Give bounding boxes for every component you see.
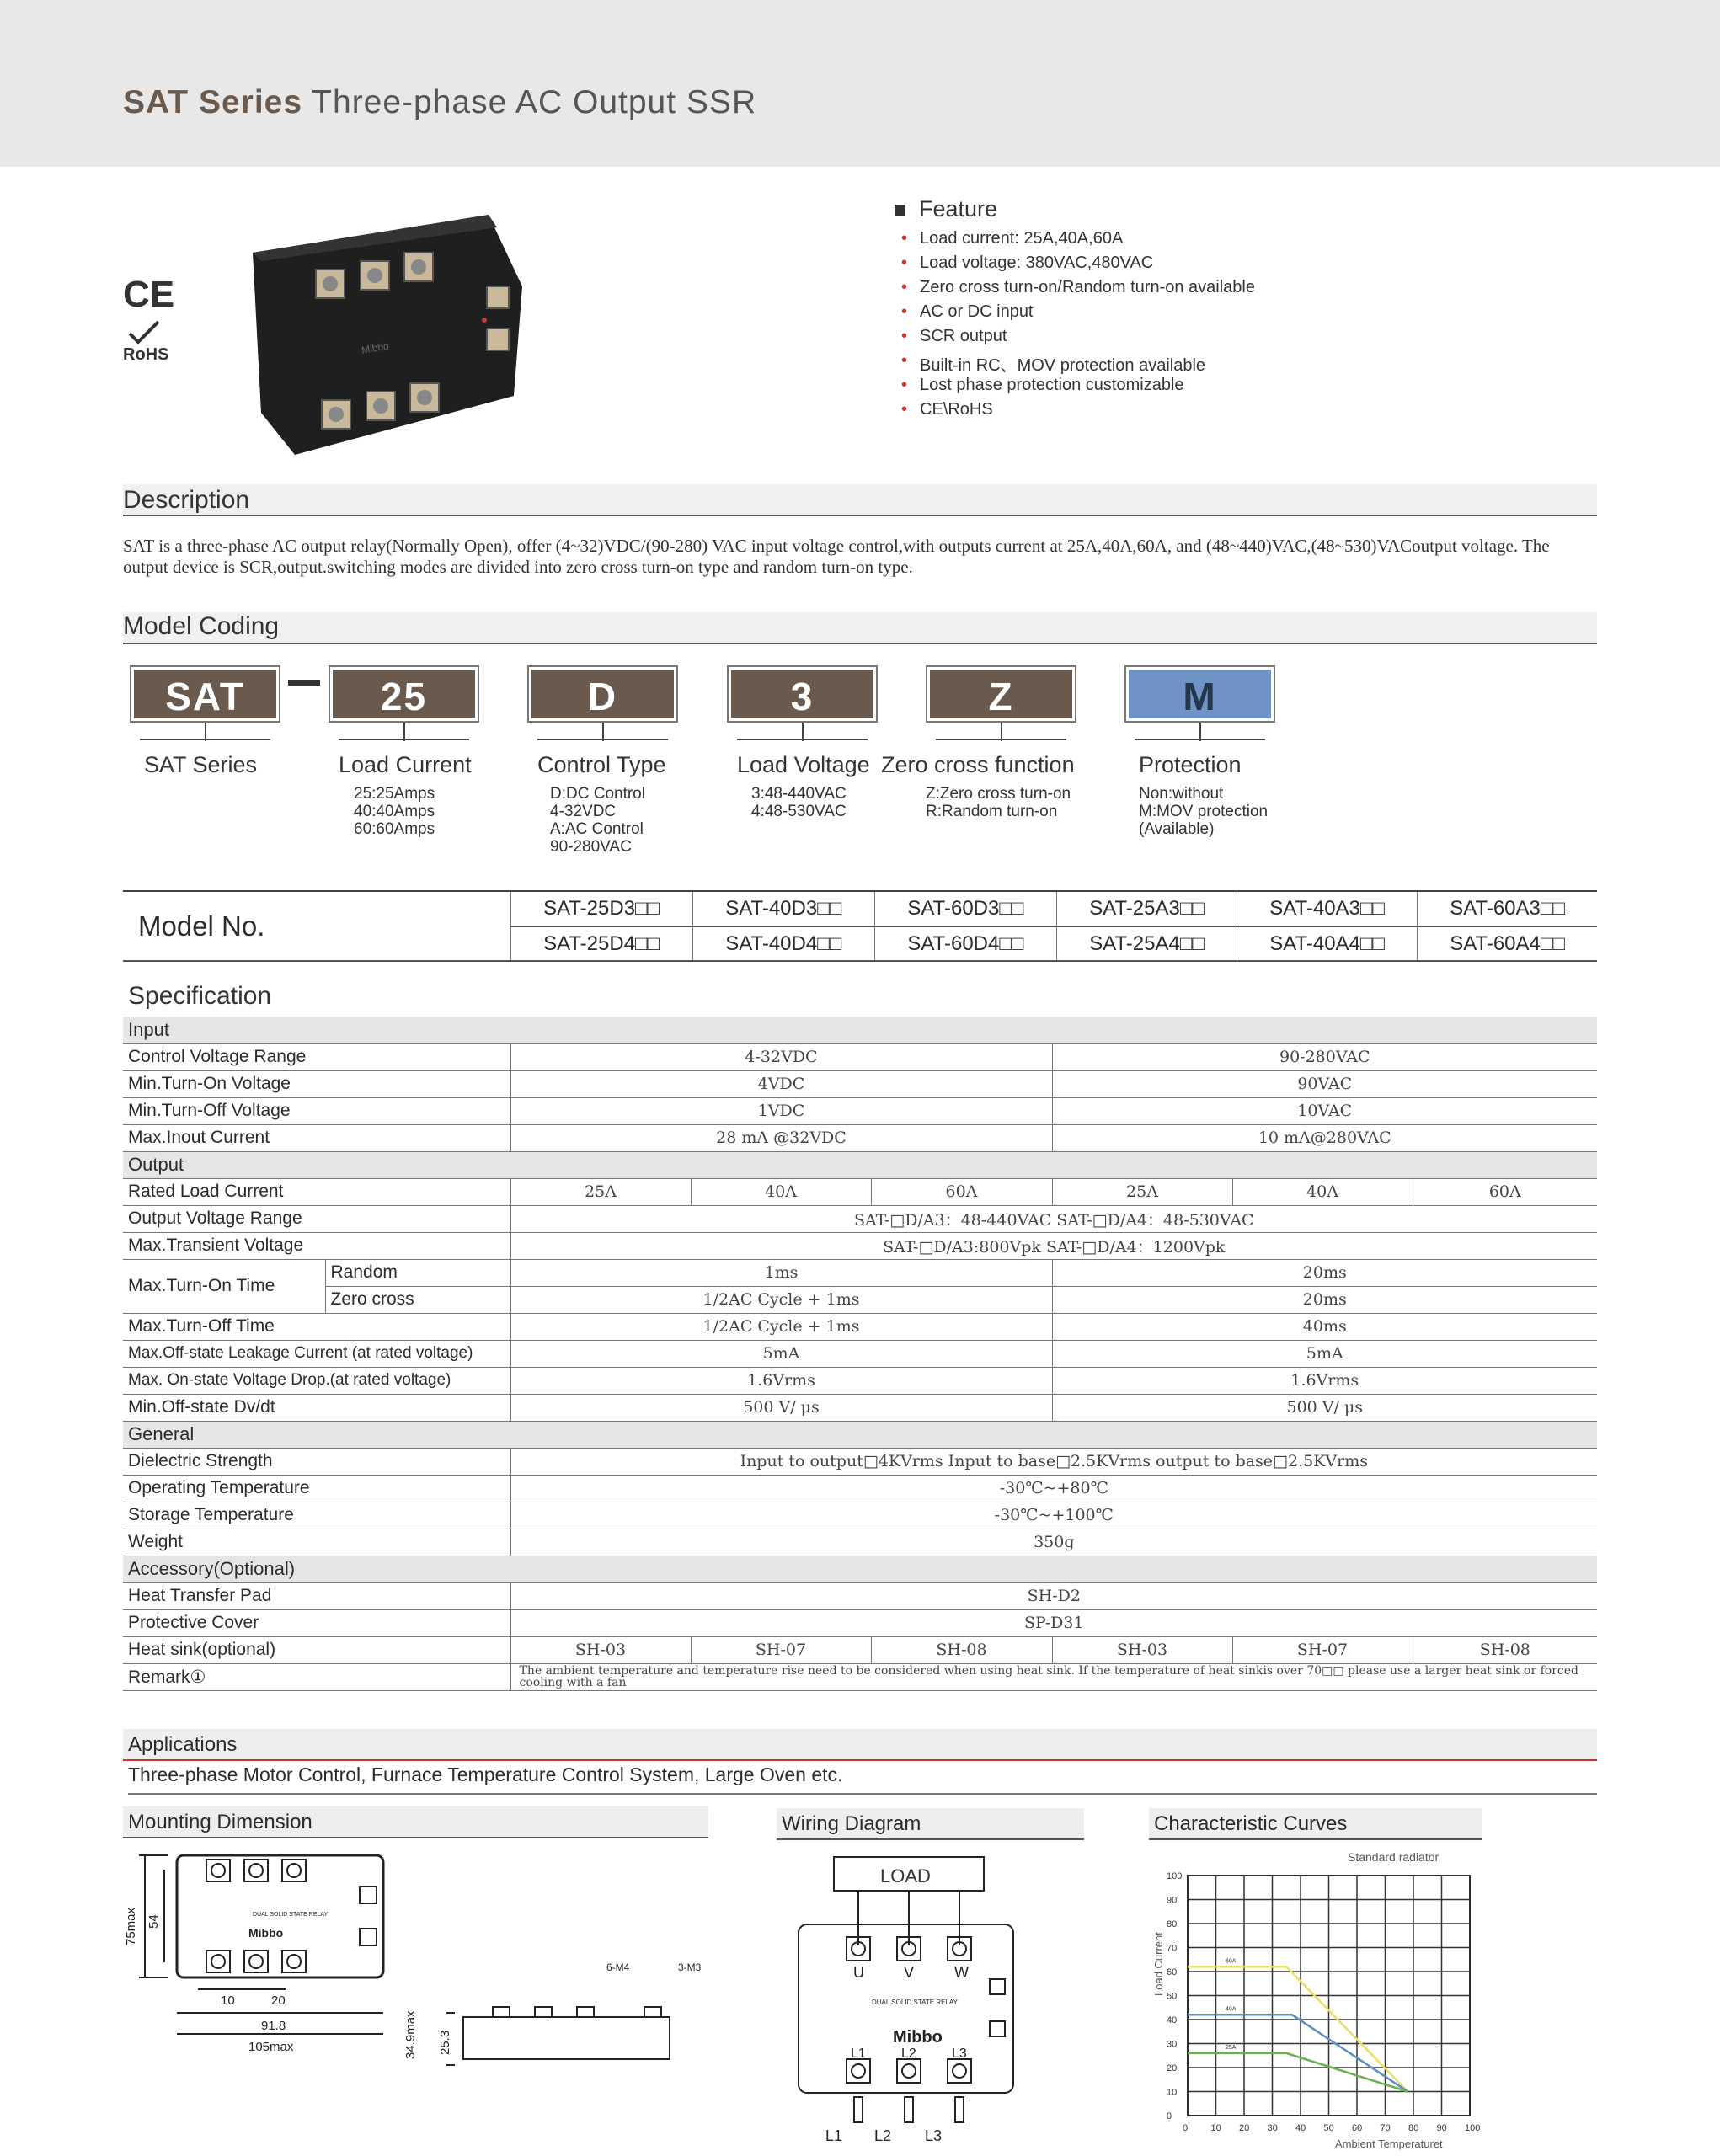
code-option: M:MOV protection [1139, 803, 1269, 820]
model-number-table [123, 892, 1597, 962]
code-option: A:AC Control [550, 820, 644, 838]
group-general: General [123, 1421, 1597, 1448]
code-label: SAT Series [144, 752, 258, 777]
specification-table [123, 1017, 1597, 1691]
spec-label: Output Voltage Range [123, 1205, 510, 1232]
spec-value: SH-D2 [510, 1582, 1597, 1609]
spec-label: Min.Off-state Dv/dt [123, 1394, 510, 1421]
spec-label: Max.Inout Current [123, 1124, 510, 1151]
model-coding-heading: Model Coding [123, 612, 280, 640]
spec-value: 1VDC [510, 1097, 1052, 1124]
x-tick-label: 20 [1239, 2123, 1250, 2133]
code-option: D:DC Control [550, 785, 645, 803]
dim-label: 6-M4 [606, 1961, 630, 1973]
spec-value: 4-32VDC [510, 1043, 1052, 1070]
dim-label: 10 [221, 1993, 235, 2008]
applications-text: Three-phase Motor Control, Furnace Temperature Control System, Large Oven etc. [128, 1764, 1597, 1795]
spec-value: SAT-□D/A3:800Vpk SAT-□D/A4：1200Vpk [510, 1232, 1597, 1259]
y-tick-label: 10 [1167, 2087, 1178, 2098]
wiring-drawing [783, 1844, 1095, 2156]
spec-value: 90-280VAC [1052, 1043, 1597, 1070]
spec-sublabel: Random [325, 1259, 510, 1286]
code-label: Load Voltage [737, 752, 870, 777]
code-tick [802, 723, 804, 741]
spec-value: 25A [510, 1178, 691, 1205]
spec-label: Min.Turn-On Voltage [123, 1070, 510, 1097]
specification-heading: Specification [128, 982, 272, 1010]
spec-label: Control Voltage Range [123, 1043, 510, 1070]
y-tick-label: 70 [1167, 1943, 1178, 1954]
code-option: Non:without [1139, 785, 1224, 803]
header-band [0, 0, 1720, 167]
feature-item: • SCR output [920, 327, 1007, 346]
model-no-label: Model No. [123, 892, 510, 961]
model-cell: SAT-60D3□□ [874, 892, 1056, 926]
code-dash [288, 680, 320, 686]
applications-heading: Applications [123, 1729, 1597, 1761]
description-heading: Description [123, 486, 250, 514]
model-cell: SAT-25D3□□ [510, 892, 692, 926]
phase-u: U [853, 1964, 864, 1981]
spec-value: 4VDC [510, 1070, 1052, 1097]
spec-value: 500 V/ μs [1052, 1394, 1597, 1421]
model-cell: SAT-60A3□□ [1418, 892, 1597, 926]
wiring-heading: Wiring Diagram [777, 1808, 1084, 1840]
code-tick [205, 723, 206, 741]
model-cell: SAT-40A4□□ [1237, 926, 1418, 961]
wiring-brand: Mibbo [893, 2028, 943, 2047]
spec-value: 5mA [510, 1340, 1052, 1367]
spec-label: Protective Cover [123, 1609, 510, 1636]
spec-value: -30℃~+100℃ [510, 1502, 1597, 1529]
spec-value: 500 V/ μs [510, 1394, 1052, 1421]
code-tick [1199, 723, 1201, 741]
model-cell: SAT-25A3□□ [1056, 892, 1237, 926]
spec-label: Max.Transient Voltage [123, 1232, 510, 1259]
spec-value: 1/2AC Cycle + 1ms [510, 1313, 1052, 1340]
spec-value: 5mA [1052, 1340, 1597, 1367]
spec-sublabel: Zero cross [325, 1286, 510, 1313]
model-coding-bar [123, 612, 1597, 644]
phase-l3: L3 [952, 2047, 967, 2061]
x-tick-label: 30 [1267, 2123, 1278, 2133]
spec-value: 60A [1413, 1178, 1597, 1205]
spec-value: 1/2AC Cycle + 1ms [510, 1286, 1052, 1313]
y-tick-label: 50 [1167, 1991, 1178, 2002]
code-box-6: M [1126, 667, 1274, 721]
series-label: 60A [1226, 1958, 1237, 1965]
y-tick-label: 60 [1167, 1967, 1178, 1977]
spec-value: 350g [510, 1529, 1597, 1556]
spec-value: SH-03 [510, 1636, 691, 1663]
x-tick-label: 0 [1183, 2123, 1189, 2133]
characteristic-chart [1146, 1844, 1491, 2156]
phase-l2: L2 [901, 2047, 916, 2061]
feature-item: • Load current: 25A,40A,60A [920, 229, 1123, 248]
description-bar [123, 484, 1597, 516]
spec-label: Max.Turn-Off Time [123, 1313, 510, 1340]
code-option: 4:48-530VAC [751, 803, 847, 820]
dim-label: 54 [147, 1914, 161, 1929]
x-tick-label: 80 [1408, 2123, 1419, 2133]
spec-value: 40A [691, 1178, 871, 1205]
model-cell: SAT-40D3□□ [692, 892, 874, 926]
spec-remark: The ambient temperature and temperature rise need to be considered when using heat sink. If the temperature of heat sinkis over 70□□ please use a larger heat sink or forced cooling with a fan [510, 1663, 1597, 1690]
code-box-1: SAT [131, 667, 279, 721]
rohs-check-icon [123, 320, 165, 345]
dim-label: 25.3 [438, 2030, 452, 2055]
model-cell: SAT-40D4□□ [692, 926, 874, 961]
ce-mark: CE [123, 274, 175, 315]
dim-label: 20 [271, 1993, 286, 2008]
spec-label: Heat sink(optional) [123, 1636, 510, 1663]
y-tick-label: 20 [1167, 2063, 1178, 2073]
spec-label: Rated Load Current [123, 1178, 510, 1205]
spec-value: -30℃~+80℃ [510, 1475, 1597, 1502]
x-tick-label: 10 [1210, 2123, 1221, 2133]
mount-brand: Mibbo [248, 1926, 284, 1940]
code-box-2: 25 [330, 667, 478, 721]
x-axis-label: Ambient Temperaturet [1335, 2137, 1443, 2150]
wiring-relay-text: DUAL SOLID STATE RELAY [872, 1999, 958, 2006]
group-accessory: Accessory(Optional) [123, 1556, 1597, 1582]
spec-value: 1ms [510, 1259, 1052, 1286]
series-label: 40A [1226, 2006, 1237, 2013]
spec-value: SP-D31 [510, 1609, 1597, 1636]
chart-subtitle: Standard radiator [1348, 1850, 1440, 1864]
spec-value: SH-03 [1052, 1636, 1232, 1663]
phase-v: V [904, 1964, 915, 1981]
spec-label: Dielectric Strength [123, 1448, 510, 1475]
y-axis-label: Load Current [1152, 1932, 1165, 1996]
code-option: 4-32VDC [550, 803, 617, 820]
y-tick-label: 80 [1167, 1919, 1178, 1929]
code-label: Zero cross function [881, 752, 1075, 777]
line-l1: L1 [825, 2127, 843, 2144]
line-l3: L3 [925, 2127, 943, 2144]
feature-item: • CE\RoHS [920, 400, 993, 419]
code-option: R:Random turn-on [926, 803, 1058, 820]
spec-value: 40A [1232, 1178, 1413, 1205]
dim-label: 105max [248, 2040, 294, 2054]
spec-value: SH-08 [1413, 1636, 1597, 1663]
feature-heading: Feature [895, 196, 997, 222]
spec-label: Operating Temperature [123, 1475, 510, 1502]
y-tick-label: 100 [1167, 1871, 1183, 1881]
product-photo [244, 211, 531, 459]
dim-label: 34.9max [403, 2010, 418, 2059]
model-cell: SAT-60D4□□ [874, 926, 1056, 961]
code-label: Protection [1139, 752, 1242, 777]
spec-value: SH-07 [1232, 1636, 1413, 1663]
spec-label: Heat Transfer Pad [123, 1582, 510, 1609]
spec-value: 60A [871, 1178, 1052, 1205]
spec-label: Storage Temperature [123, 1502, 510, 1529]
spec-label: Remark① [123, 1663, 510, 1690]
spec-value: 10VAC [1052, 1097, 1597, 1124]
group-input: Input [123, 1017, 1597, 1043]
model-cell: SAT-25A4□□ [1056, 926, 1237, 961]
y-tick-label: 0 [1167, 2111, 1172, 2121]
spec-value: 1.6Vrms [1052, 1367, 1597, 1394]
code-box-4: 3 [729, 667, 876, 721]
dim-label: 3-M3 [678, 1961, 702, 1973]
rohs-mark: RoHS [123, 345, 169, 364]
spec-value: 20ms [1052, 1259, 1597, 1286]
feature-item: • Zero cross turn-on/Random turn-on available [920, 278, 1255, 297]
model-cell: SAT-40A3□□ [1237, 892, 1418, 926]
line-l2: L2 [874, 2127, 892, 2144]
mounting-heading: Mounting Dimension [123, 1806, 708, 1838]
spec-value: SAT-□D/A3：48-440VAC SAT-□D/A4：48-530VAC [510, 1205, 1597, 1232]
feature-item: • Built-in RC、MOV protection available [920, 351, 1205, 376]
series-label: 25A [1226, 2044, 1237, 2051]
spec-value: 25A [1052, 1178, 1232, 1205]
code-box-5: Z [927, 667, 1075, 721]
feature-item: • AC or DC input [920, 302, 1034, 322]
y-tick-label: 30 [1167, 2039, 1178, 2050]
code-label: Load Current [339, 752, 472, 777]
x-tick-label: 50 [1323, 2123, 1334, 2133]
code-tick [403, 723, 405, 741]
model-cell: SAT-25D4□□ [510, 926, 692, 961]
x-tick-label: 90 [1436, 2123, 1447, 2133]
x-tick-label: 60 [1352, 2123, 1363, 2133]
model-cell: SAT-60A4□□ [1418, 926, 1597, 961]
spec-label: Max.Turn-On Time [123, 1259, 325, 1313]
description-text: SAT is a three-phase AC output relay(Normally Open), offer (4~32)VDC/(90-280) VAC input voltage control,with outputs current at 25A,40A,60A, and (48~440)VAC,(48~530)VACoutput voltage. The output device is SCR,output.switching modes are divided into zero cross turn-on type and random turn-on type. [123, 536, 1550, 577]
code-option: (Available) [1139, 820, 1215, 838]
feature-item: • Lost phase protection customizable [920, 376, 1184, 395]
code-option: 60:60Amps [354, 820, 435, 838]
dim-label: 75max [124, 1907, 138, 1945]
feature-item: • Load voltage: 380VAC,480VAC [920, 253, 1153, 273]
code-tick [602, 723, 604, 741]
mount-relay-text: DUAL SOLID STATE RELAY [253, 1912, 329, 1918]
phase-l1: L1 [851, 2047, 866, 2061]
spec-value: 1.6Vrms [510, 1367, 1052, 1394]
code-option: 3:48-440VAC [751, 785, 847, 803]
spec-value: 40ms [1052, 1313, 1597, 1340]
group-output: Output [123, 1151, 1597, 1178]
code-option: Z:Zero cross turn-on [926, 785, 1071, 803]
phase-w: W [954, 1964, 969, 1981]
code-tick [1001, 723, 1002, 741]
spec-value: SH-08 [871, 1636, 1052, 1663]
spec-value: 90VAC [1052, 1070, 1597, 1097]
y-tick-label: 40 [1167, 2015, 1178, 2025]
x-tick-label: 70 [1380, 2123, 1391, 2133]
code-option: 40:40Amps [354, 803, 435, 820]
spec-value: 28 mA @32VDC [510, 1124, 1052, 1151]
code-option: 90-280VAC [550, 838, 632, 856]
spec-label: Max.Off-state Leakage Current (at rated voltage) [123, 1340, 510, 1367]
x-tick-label: 40 [1295, 2123, 1306, 2133]
code-option: 25:25Amps [354, 785, 435, 803]
chart-heading: Characteristic Curves [1149, 1808, 1482, 1840]
mounting-drawing [118, 1844, 708, 2072]
code-label: Control Type [537, 752, 666, 777]
y-tick-label: 90 [1167, 1895, 1178, 1906]
spec-value: 10 mA@280VAC [1052, 1124, 1597, 1151]
spec-value: Input to output□4KVrms Input to base□2.5KVrms output to base□2.5KVrms [510, 1448, 1597, 1475]
x-tick-label: 100 [1465, 2123, 1481, 2133]
spec-label: Min.Turn-Off Voltage [123, 1097, 510, 1124]
code-box-3: D [529, 667, 676, 721]
spec-label: Weight [123, 1529, 510, 1556]
spec-value: SH-07 [691, 1636, 871, 1663]
page-title: SAT Series Three-phase AC Output SSR [123, 84, 757, 120]
dim-label: 91.8 [261, 2019, 286, 2033]
spec-label: Max. On-state Voltage Drop.(at rated voltage) [123, 1367, 510, 1394]
load-label: LOAD [880, 1865, 931, 1886]
svg-text:Mibbo: Mibbo [361, 339, 390, 356]
spec-value: 20ms [1052, 1286, 1597, 1313]
